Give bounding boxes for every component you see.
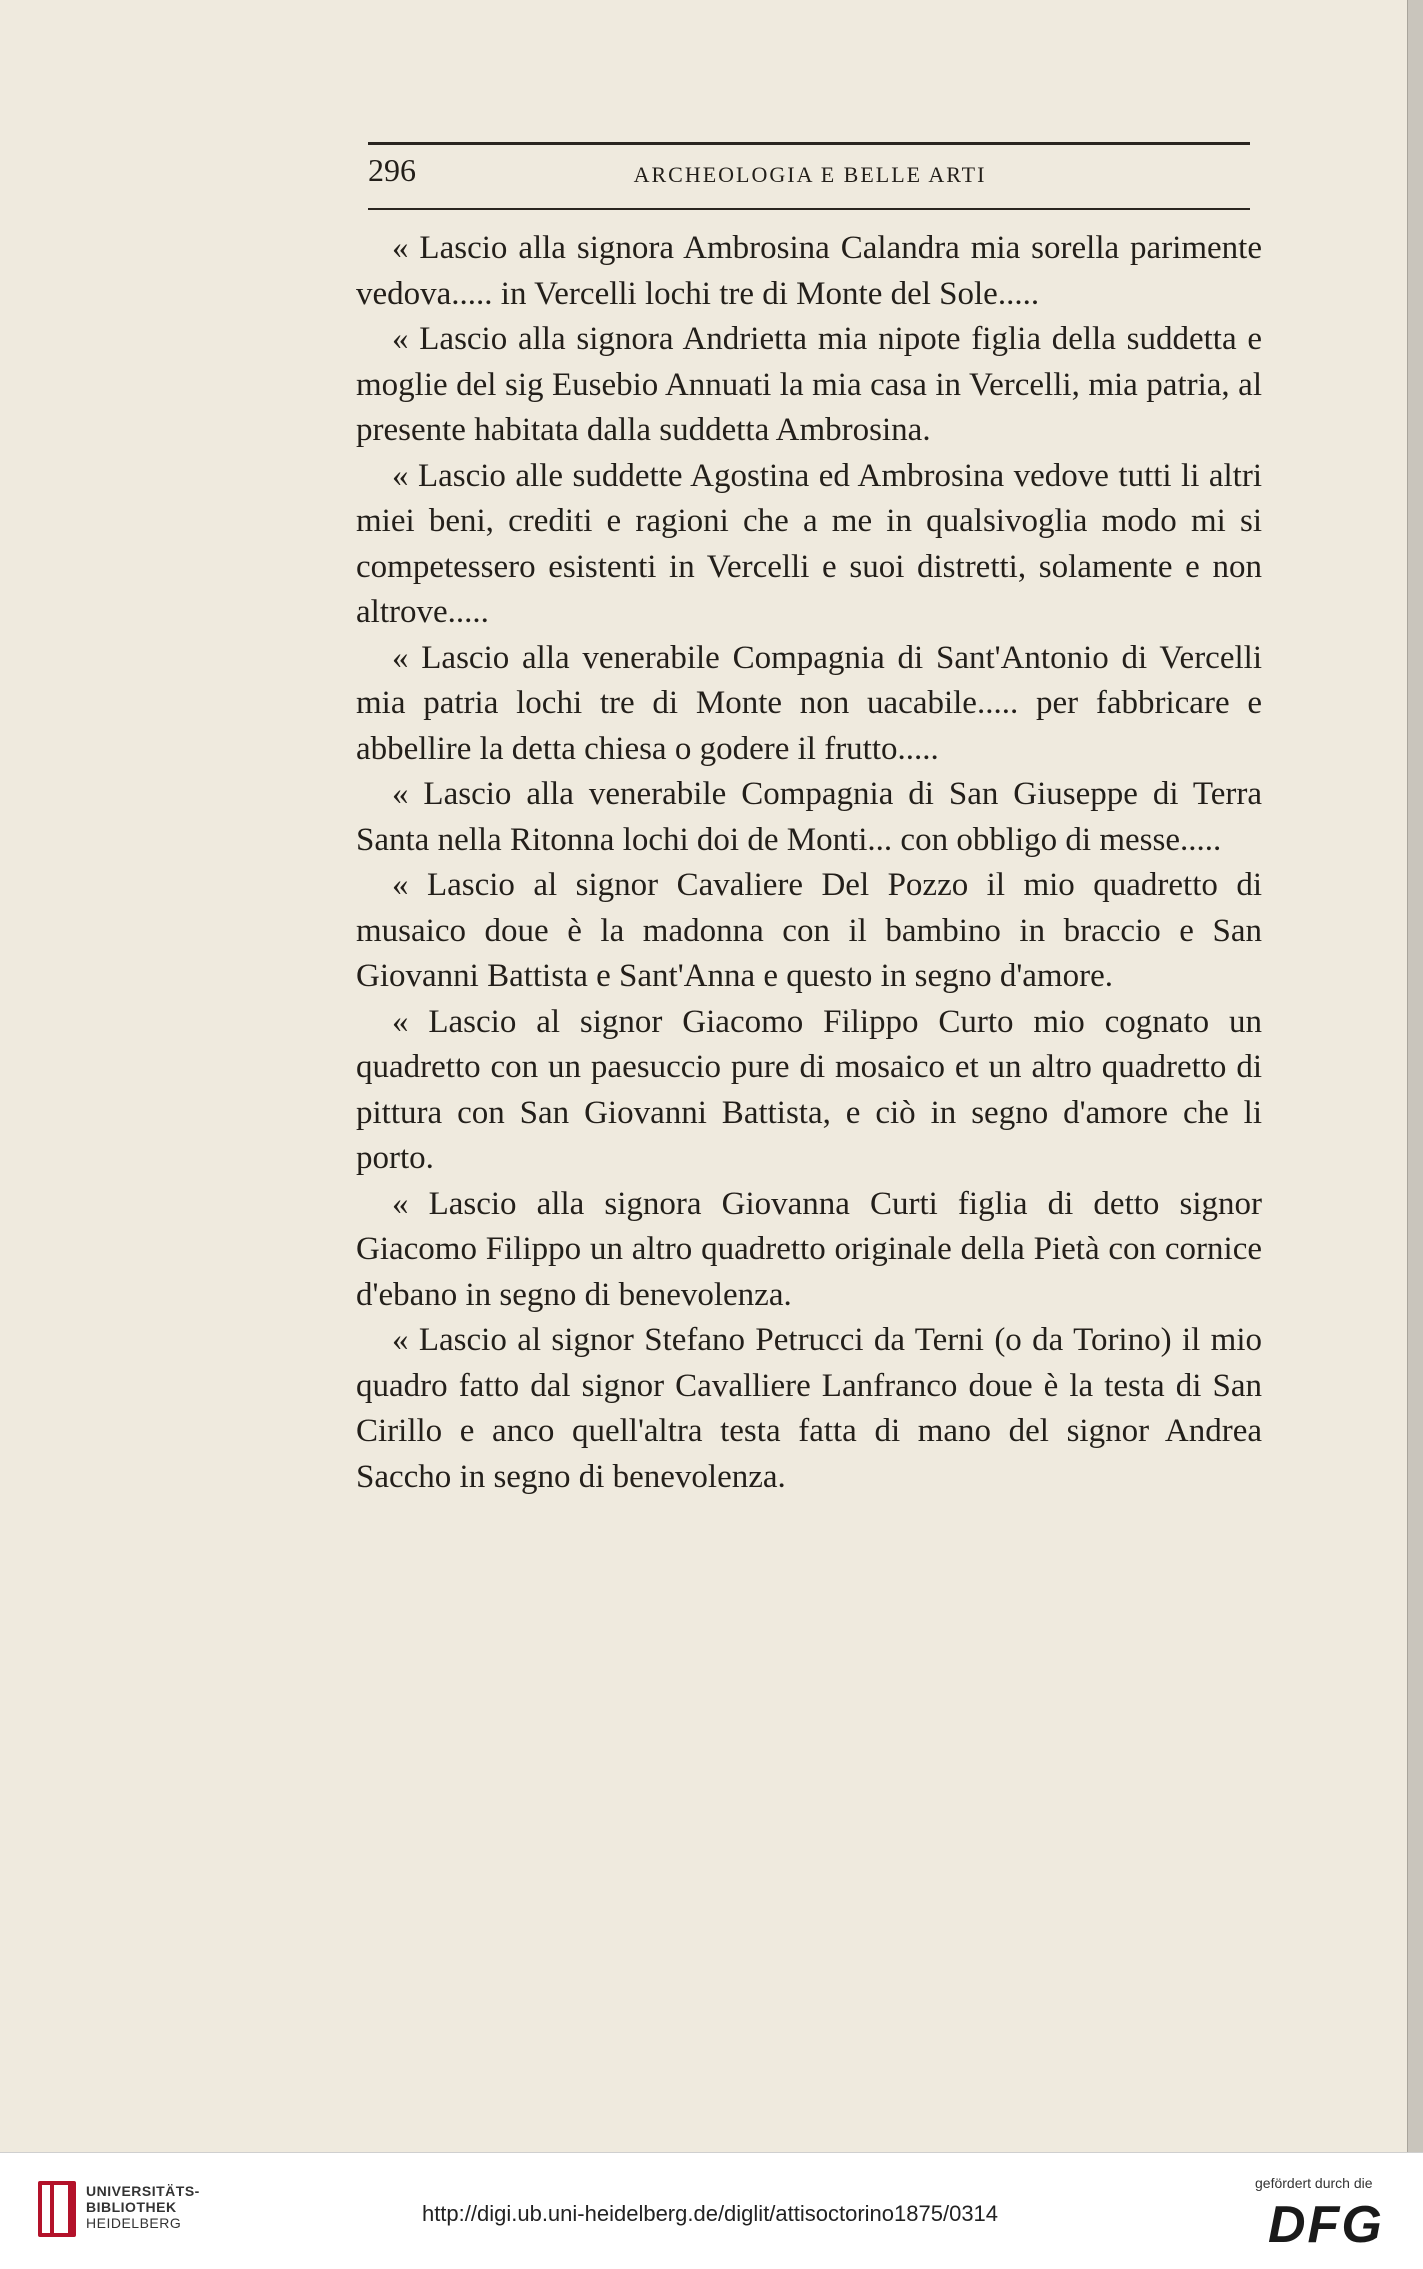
paragraph: « Lascio al signor Stefano Petrucci da Terni (o da Torino) il mio quadro fatto dal signor Cavalliere Lanfranco doue è la testa di San Cirillo e anco quell'altra testa fatta di mano del signor Andrea Saccho in segno di benevolenza. xyxy=(356,1322,1262,1495)
library-logo-icon[interactable] xyxy=(38,2181,76,2237)
page-edge xyxy=(1407,0,1423,2152)
running-head: ARCHEOLOGIA E BELLE ARTI xyxy=(633,162,987,187)
body-text xyxy=(356,226,1262,1500)
paragraph: « Lascio al signor Giacomo Filippo Curto mio cognato un quadretto con un paesuccio pure di mosaico et un altro quadretto di pittura con San Giovanni Battista, e ciò in segno d'amore che li porto. xyxy=(356,1003,1262,1176)
page-number: 296 xyxy=(368,152,416,188)
paragraph: « Lascio alla signora Giovanna Curti figlia di detto signor Giacomo Filippo un altro quadretto originale della Pietà con cornice d'ebano in segno di benevolenza. xyxy=(356,1185,1262,1313)
dfg-logo[interactable]: DFG xyxy=(1268,2196,1384,2254)
header-bottom-rule xyxy=(368,208,1250,210)
funder-label: gefördert durch die xyxy=(1255,2175,1373,2191)
paragraph: « Lascio al signor Cavaliere Del Pozzo il mio quadretto di musaico doue è la madonna con il bambino in braccio e San Giovanni Battista e Sant'Anna e questo in segno d'amore. xyxy=(356,867,1262,994)
permalink-url[interactable]: http://digi.ub.uni-heidelberg.de/diglit/attisoctorino1875/0314 xyxy=(421,2201,999,2226)
paragraph: « Lascio alle suddette Agostina ed Ambrosina vedove tutti li altri miei beni, crediti e ragioni che a me in qualsivoglia modo mi si competessero esistenti in Vercelli e suoi distretti, solamente e non altrove..... xyxy=(356,457,1262,630)
library-name: UNIVERSITÄTS- BIBLIOTHEK HEIDELBERG xyxy=(86,2183,200,2231)
paragraph: « Lascio alla signora Ambrosina Calandra mia sorella parimente vedova..... in Vercelli lochi tre di Monte del Sole..... xyxy=(356,230,1262,312)
viewer-footer xyxy=(0,2152,1423,2269)
header-top-rule xyxy=(368,142,1250,145)
paragraph: « Lascio alla venerabile Compagnia di Sant'Antonio di Vercelli mia patria lochi tre di Monte non uacabile..... per fabbricare e abbellire la detta chiesa o godere il frutto..... xyxy=(356,639,1262,767)
paragraph: « Lascio alla venerabile Compagnia di San Giuseppe di Terra Santa nella Ritonna lochi doi de Monti... con obbligo di messe..... xyxy=(356,776,1262,858)
paragraph: « Lascio alla signora Andrietta mia nipote figlia della suddetta e moglie del sig Eusebio Annuati la mia casa in Vercelli, mia patria, al presente habitata dalla suddetta Ambrosina. xyxy=(356,321,1262,448)
